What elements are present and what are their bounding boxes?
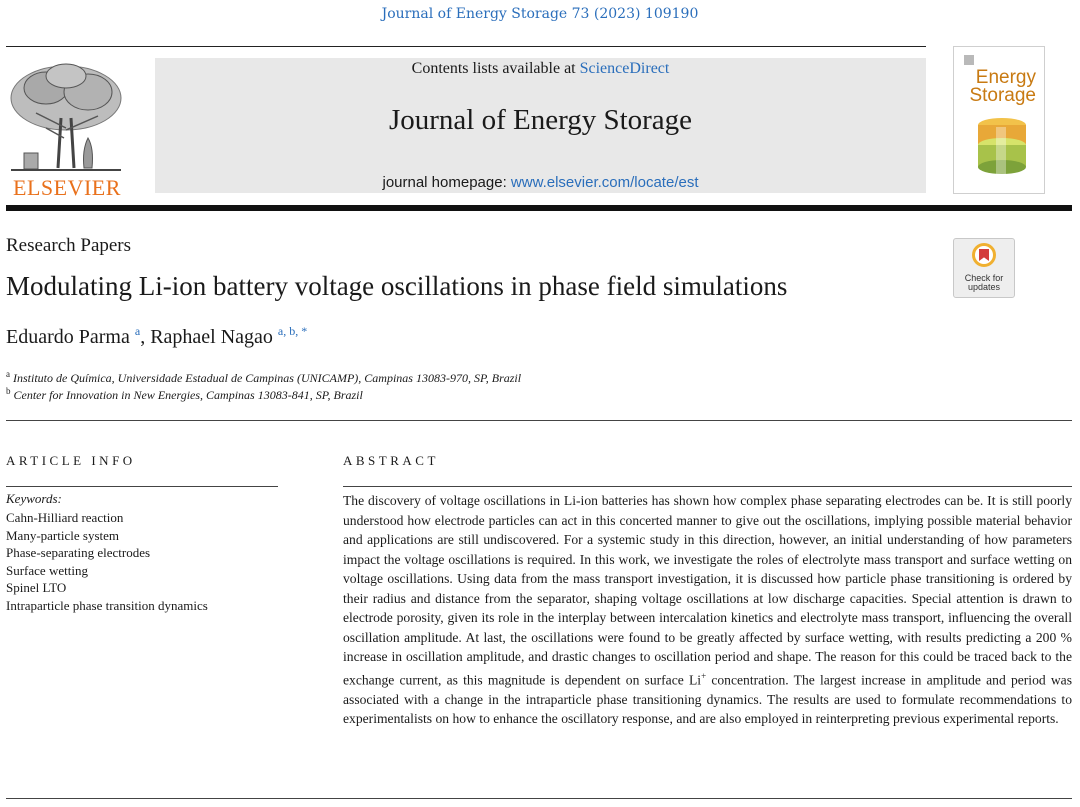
affiliation-text: Instituto de Química, Universidade Estadual de Campinas (UNICAMP), Campinas 13083-970, SP, Brazil — [13, 371, 522, 385]
abstract-heading: ABSTRACT — [343, 453, 439, 468]
affiliation-mark: b — [6, 386, 11, 396]
cover-title — [969, 69, 1036, 105]
author-affiliation-mark[interactable]: a, b, * — [277, 324, 308, 338]
keywords-list — [6, 509, 208, 615]
author-name[interactable]: Eduardo Parma — [6, 326, 130, 348]
article-info-rule — [6, 486, 278, 487]
abstract-text-part1: The discovery of voltage oscillations in Li-ion batteries has shown how complex phase separating electrodes can be. It is still poorly understood how electrode particles can act in this concerted manner to give out the oscillations, implying possible material behavior and applications are still undiscovered. For a systemic study in this direction, however, an initial understanding of how parameters impact the voltage oscillations is required. In this work, we investigate the roles of electrolyte mass transport and surface wetting on voltage oscillations. Using data from the mass transport investigation, it is discussed how particle phase transitioning is ordered by their radius and distance from the separator, shaping voltage oscillations at low discharge capacities. Special attention is drawn to electrode porosity, given its role in the interplay between intercalation kinetics and electrolyte mass transport, influencing the overall oscillation amplitude. At last, the oscillations were found to be greatly affected by surface wetting, with results predicting a 200 % increase in oscillation amplitude, and drastic changes to oscillation period and shape. The reason for this could be traced back to the exchange current, as this magnitude is dependent on surface Li — [343, 493, 1072, 688]
cover-publisher-icon — [964, 55, 974, 65]
cover-title-line1: Energy — [975, 67, 1036, 88]
keyword-item: Intraparticle phase transition dynamics — [6, 597, 208, 613]
homepage-link[interactable]: www.elsevier.com/locate/est — [510, 174, 699, 191]
abstract-rule — [343, 486, 1072, 487]
cover-cylinder-graphic — [976, 115, 1028, 185]
affiliation-text: Center for Innovation in New Energies, Campinas 13083-841, SP, Brazil — [13, 388, 363, 402]
paper-title: Modulating Li-ion battery voltage oscillations in phase field simulations — [6, 271, 788, 301]
check-for-updates-button[interactable] — [953, 238, 1015, 298]
contents-prefix: Contents lists available at — [411, 60, 580, 77]
affiliation-mark: a — [6, 369, 10, 379]
check-updates-line2: updates — [967, 282, 1001, 292]
keyword-item: Many-particle system — [6, 527, 119, 543]
affiliation-b — [6, 386, 363, 403]
article-info-heading: ARTICLE INFO — [6, 453, 136, 468]
header-rule — [6, 46, 926, 47]
footer-rule — [6, 798, 1072, 799]
journal-title[interactable]: Journal of Energy Storage — [388, 104, 693, 136]
contents-line — [155, 60, 926, 78]
author-list — [6, 326, 307, 349]
check-updates-line1: Check for — [964, 273, 1004, 283]
journal-cover-thumbnail[interactable] — [953, 46, 1045, 194]
author-name[interactable]: Raphael Nagao — [150, 326, 273, 348]
journal-citation[interactable]: Journal of Energy Storage 73 (2023) 109190 — [381, 6, 699, 22]
section-divider — [6, 420, 1072, 421]
cover-title-line2: Storage — [969, 85, 1036, 106]
sciencedirect-link[interactable]: ScienceDirect — [579, 60, 670, 77]
homepage-line — [155, 174, 926, 191]
keyword-item: Phase-separating electrodes — [6, 545, 151, 561]
keywords-label: Keywords: — [6, 491, 62, 506]
homepage-prefix: journal homepage: — [382, 174, 511, 191]
keyword-item: Spinel LTO — [6, 580, 67, 596]
abstract-superscript: + — [701, 670, 707, 681]
author-separator: , — [140, 326, 151, 348]
author-affiliation-mark[interactable]: a — [134, 324, 141, 338]
journal-banner — [155, 58, 926, 193]
keyword-item: Surface wetting — [6, 562, 88, 578]
check-updates-label — [954, 274, 1014, 292]
keyword-item: Cahn-Hilliard reaction — [6, 510, 124, 525]
publisher-wordmark[interactable]: ELSEVIER — [13, 175, 121, 200]
header-thick-rule — [6, 205, 1072, 211]
bookmark-icon — [972, 243, 996, 267]
abstract-body — [343, 491, 1072, 729]
affiliation-a — [6, 369, 521, 386]
abstract-text-part2: concentration. The largest increase in amplitude and period was associated with a change in the intraparticle phase transitioning dynamics. The results are used to formulate recommendations to experimentalists on how to enhance the oscillatory response, and are also employed in reinterpreting previous experimental reports. — [343, 672, 1072, 727]
article-section-label: Research Papers — [6, 235, 132, 256]
